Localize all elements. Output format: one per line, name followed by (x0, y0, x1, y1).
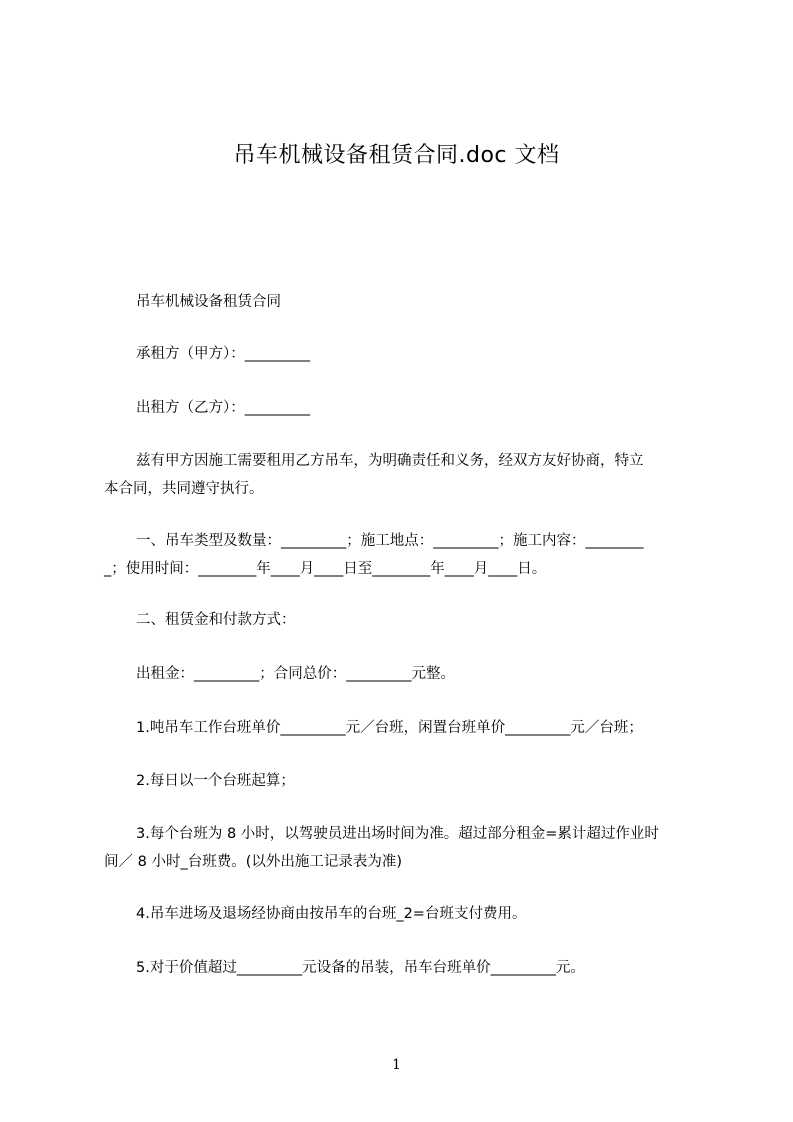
clause-2-heading-text: 二、租赁金和付款方式： (136, 612, 296, 628)
intro-line-2: 本合同，共同遵守执行。 (104, 481, 264, 497)
clause-1-paragraph (104, 527, 704, 583)
item-3-paragraph (104, 820, 704, 876)
intro-paragraph (104, 447, 704, 503)
item-5-text: 5.对于价值超过_________元设备的吊装，吊车台班单价_________元。 (136, 960, 585, 976)
rent-text: 出租金：_________；合同总价：_________元整。 (136, 666, 455, 682)
item-2-text: 2.每日以一个台班起算； (136, 773, 295, 789)
clause-1-line-2: _；使用时间：________年____月____日至________年____月____日。 (104, 561, 547, 577)
clause-2-heading (104, 606, 736, 634)
lessor-text: 出租方（乙方）：_________ (136, 400, 310, 416)
item-3-line-1: 3.每个台班为 8 小时，以驾驶员进出场时间为准。超过部分租金=累计超过作业时 (136, 826, 659, 842)
rent-line (104, 660, 736, 688)
contract-heading-text: 吊车机械设备租赁合同 (136, 294, 281, 310)
item-1-text: 1.吨吊车工作台班单价_________元／台班，闲置台班单价_________元／台班； (136, 720, 643, 736)
item-2 (104, 767, 736, 795)
item-3-line-2: 间／ 8 小时_台班费。(以外出施工记录表为准) (104, 854, 403, 870)
item-4 (104, 900, 736, 928)
item-5 (104, 954, 736, 982)
item-1 (104, 714, 736, 742)
lessor-line (104, 394, 736, 422)
item-4-text: 4.吊车进场及退场经协商由按吊车的台班_2=台班支付费用。 (136, 906, 527, 922)
clause-1-line-1: 一、吊车类型及数量：_________；施工地点：_________；施工内容：________ (136, 533, 644, 549)
lessee-text: 承租方（甲方）：_________ (136, 346, 310, 362)
page-number: 1 (392, 1057, 401, 1073)
contract-heading (104, 288, 736, 316)
intro-line-1: 兹有甲方因施工需要租用乙方吊车，为明确责任和义务，经双方友好协商，特立 (136, 453, 644, 469)
document-title: 吊车机械设备租赁合同.doc 文档 (233, 143, 560, 168)
lessee-line (104, 340, 736, 368)
